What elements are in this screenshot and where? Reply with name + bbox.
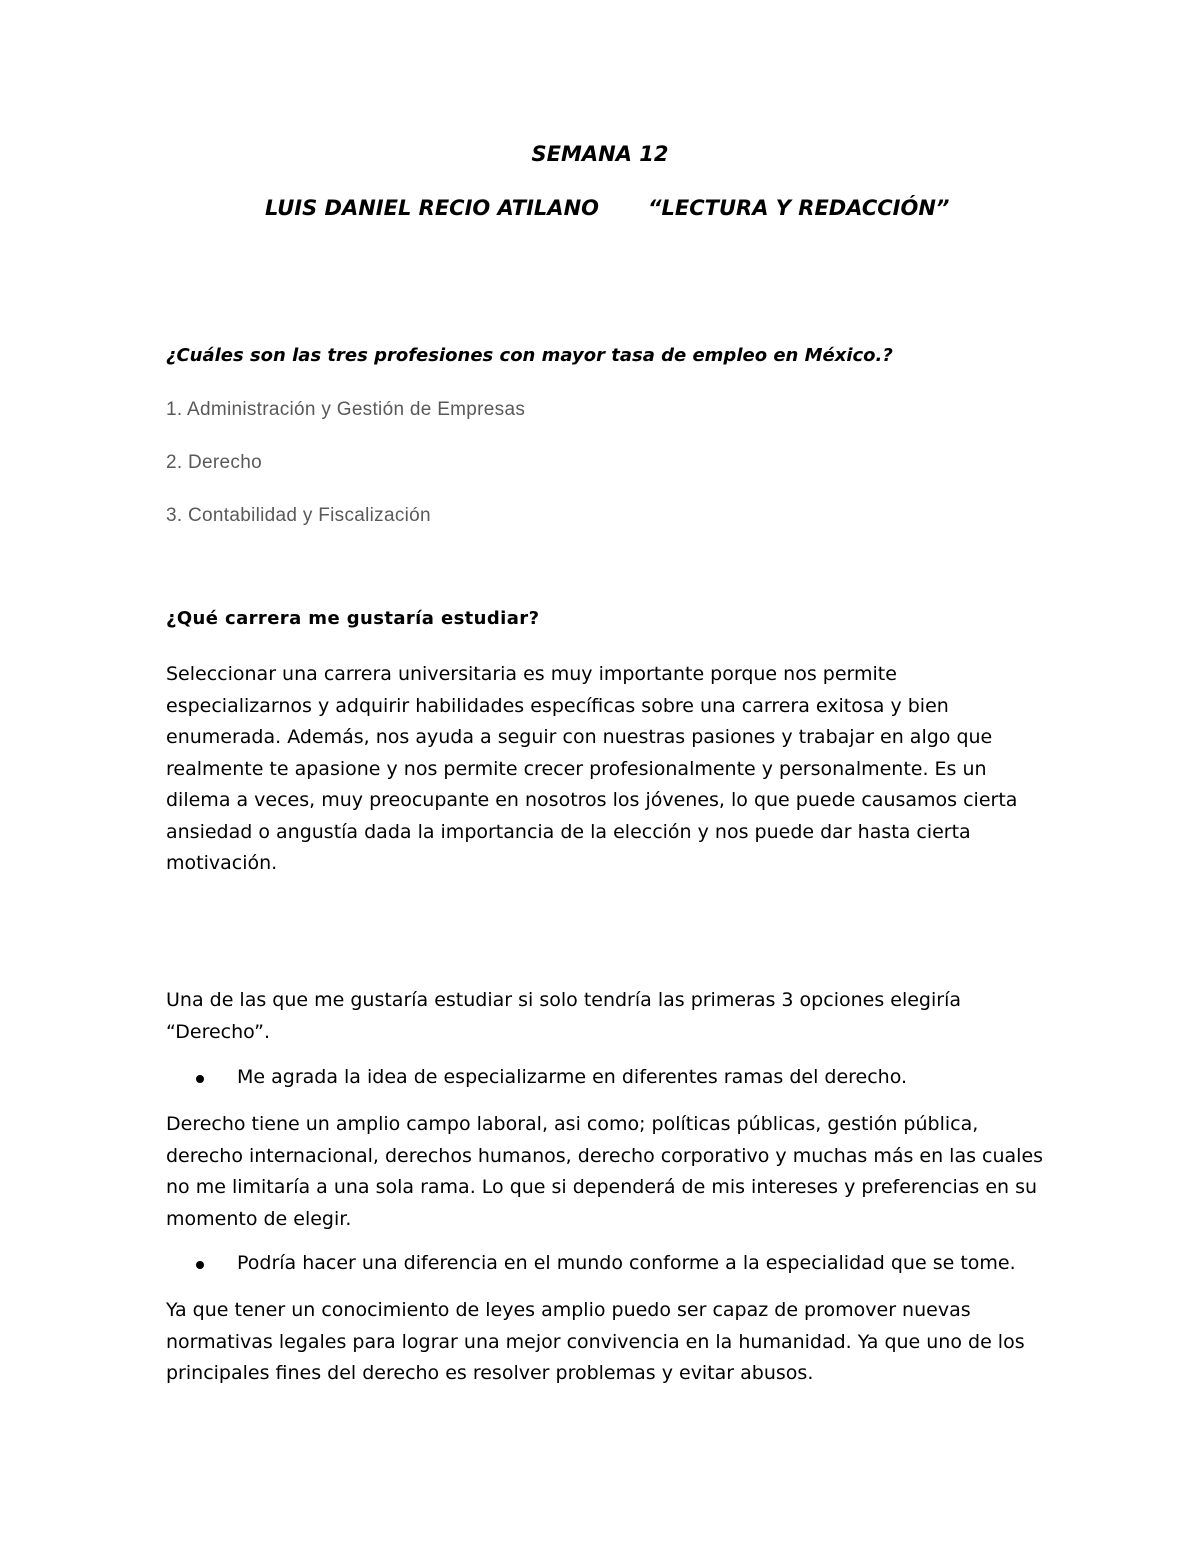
bullet-icon — [196, 1261, 204, 1269]
paragraph-law-purpose: Ya que tener un conocimiento de leyes amplio puedo ser capaz de promover nuevas normativas legales para lograr una mejor convivencia en la humanidad. Ya que uno de los principales fines del derecho es resolver problemas y evitar abusos. — [166, 1299, 1025, 1384]
profession-item-3: 3. Contabilidad y Fiscalización — [166, 505, 431, 526]
paragraph-law-field: Derecho tiene un amplio campo laboral, asi como; políticas públicas, gestión pública, derecho internacional, derechos humanos, derecho corporativo y muchas más en las cuales no me limitaría a una sola rama. Lo que si dependerá de mis intereses y preferencias en su momento de elegir. — [166, 1113, 1044, 1230]
paragraph-career-importance: Seleccionar una carrera universitaria es muy importante porque nos permite especializarnos y adquirir habilidades específicas sobre una carrera exitosa y bien enumerada. Además, nos ayuda a seguir con nuestras pasiones y trabajar en algo que realmente te apasione y nos permite crecer profesionalmente y personalmente. Es un dilema a veces, muy preocupante en nosotros los jóvenes, lo que puede causamos cierta ansiedad o angustía dada la importancia de la elección y nos puede dar hasta cierta motivación. — [166, 663, 1018, 874]
bullet-icon — [196, 1075, 204, 1083]
document-title: SEMANA 12 — [531, 142, 669, 166]
bullet-text: Me agrada la idea de especializarme en diferentes ramas del derecho. — [237, 1066, 908, 1088]
paragraph-career-choice: Una de las que me gustaría estudiar si solo tendría las primeras 3 opciones elegiría “Derecho”. — [166, 989, 961, 1043]
profession-item-1: 1. Administración y Gestión de Empresas — [166, 399, 526, 420]
profession-item-2: 2. Derecho — [166, 452, 262, 473]
question-heading-1: ¿Cuáles son las tres profesiones con mayor tasa de empleo en México.? — [166, 345, 893, 366]
author-name: LUIS DANIEL RECIO ATILANO — [265, 196, 599, 220]
bullet-text: Podría hacer una diferencia en el mundo conforme a la especialidad que se tome. — [237, 1252, 1016, 1274]
course-name: “LECTURA Y REDACCIÓN” — [648, 196, 950, 220]
question-heading-2: ¿Qué carrera me gustaría estudiar? — [166, 608, 540, 629]
